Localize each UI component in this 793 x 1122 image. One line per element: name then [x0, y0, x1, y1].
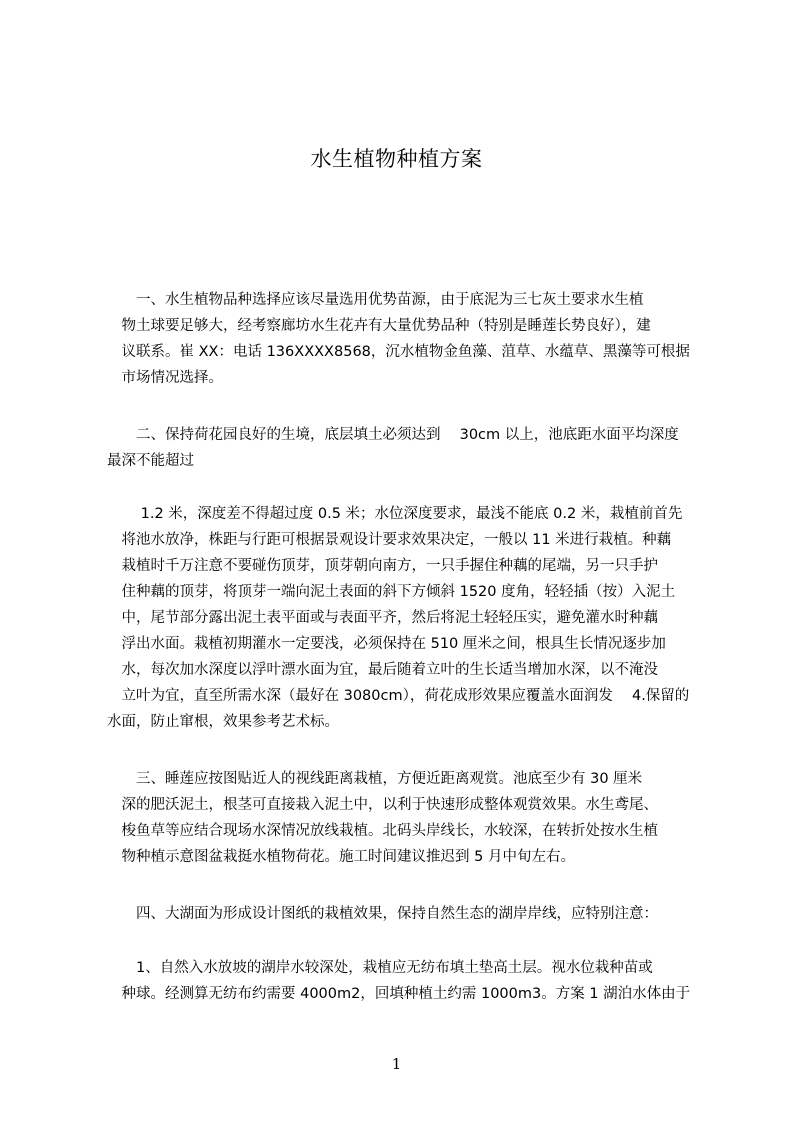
text-line: 中，尾节部分露出泥土表平面或与表面平齐，然后将泥土轻轻压实，避免灌水时种藕 [107, 610, 658, 626]
page-number: 1 [391, 1055, 402, 1073]
text-line: 议联系。崔 XX：电话 136XXXX8568，沉水植物金鱼藻、菹草、水蕴草、黑藻等可根据 [107, 344, 690, 360]
text-line: 浮出水面。栽植初期灌水一定要浅，必须保持在 510 厘米之间，根具生长情况逐步加 [107, 636, 666, 652]
paragraph-3 [107, 501, 707, 735]
paragraph-4 [107, 766, 707, 870]
text-line: 种球。经测算无纺布约需要 4000m2，回填种植土约需 1000m3。方案 1 湖泊水体由于 [107, 986, 691, 1002]
text-line: 物土球要足够大，经考察廊坊水生花卉有大量优势品种（特别是睡莲长势良好），建 [107, 318, 651, 334]
text-line: 四、大湖面为形成设计图纸的栽植效果，保持自然生态的湖岸岸线，应特别注意： [107, 906, 658, 922]
text-line: 一、水生植物品种选择应该尽量选用优势苗源，由于底泥为三七灰土要求水生植 [107, 292, 644, 308]
text-line: 最深不能超过 [107, 453, 194, 469]
document-title: 水生植物种植方案 [310, 147, 483, 171]
paragraph-5 [107, 901, 707, 927]
text-line: 物种植示意图盆栽挺水植物荷花。施工时间建议推迟到 5 月中旬左右。 [107, 849, 575, 865]
paragraph-2 [107, 422, 707, 474]
text-line: 栽植时千万注意不要碰伤顶芽，顶芽朝向南方，一只手握住种藕的尾端，另一只手护 [107, 558, 658, 574]
text-line: 1、自然入水放坡的湖岸水较深处，栽植应无纺布填土垫高土层。视水位栽种苗或 [107, 960, 653, 976]
text-line: 立叶为宜，直至所需水深（最好在 3080cm），荷花成形效果应覆盖水面润发 4.保留的 [107, 688, 690, 704]
text-line: 将池水放净，株距与行距可根据景观设计要求效果决定，一般以 11 米进行栽植。种藕 [107, 532, 672, 548]
text-line: 三、睡莲应按图贴近人的视线距离栽植，方便近距离观赏。池底至少有 30 厘米 [107, 771, 643, 787]
text-line: 深的肥沃泥土，根茎可直接栽入泥土中，以利于快速形成整体观赏效果。水生鸢尾、 [107, 797, 658, 813]
text-line: 住种藕的顶芽，将顶芽一端向泥土表面的斜下方倾斜 1520 度角，轻轻插（按）入泥土 [107, 584, 676, 600]
paragraph-1 [107, 287, 707, 391]
paragraph-6 [107, 955, 707, 1007]
text-line: 水面，防止窜根，效果参考艺术标。 [107, 714, 339, 730]
text-line: 水，每次加水深度以浮叶漂水面为宜，最后随着立叶的生长适当增加水深，以不淹没 [107, 662, 658, 678]
text-line: 1.2 米，深度差不得超过度 0.5 米；水位深度要求，最浅不能底 0.2 米，栽植前首先 [107, 506, 683, 522]
text-line: 市场情况选择。 [107, 370, 223, 386]
text-line: 二、保持荷花园良好的生境，底层填土必须达到 30cm 以上，池底距水面平均深度 [107, 427, 679, 443]
text-line: 梭鱼草等应结合现场水深情况放线栽植。北码头岸线长，水较深，在转折处按水生植 [107, 823, 658, 839]
